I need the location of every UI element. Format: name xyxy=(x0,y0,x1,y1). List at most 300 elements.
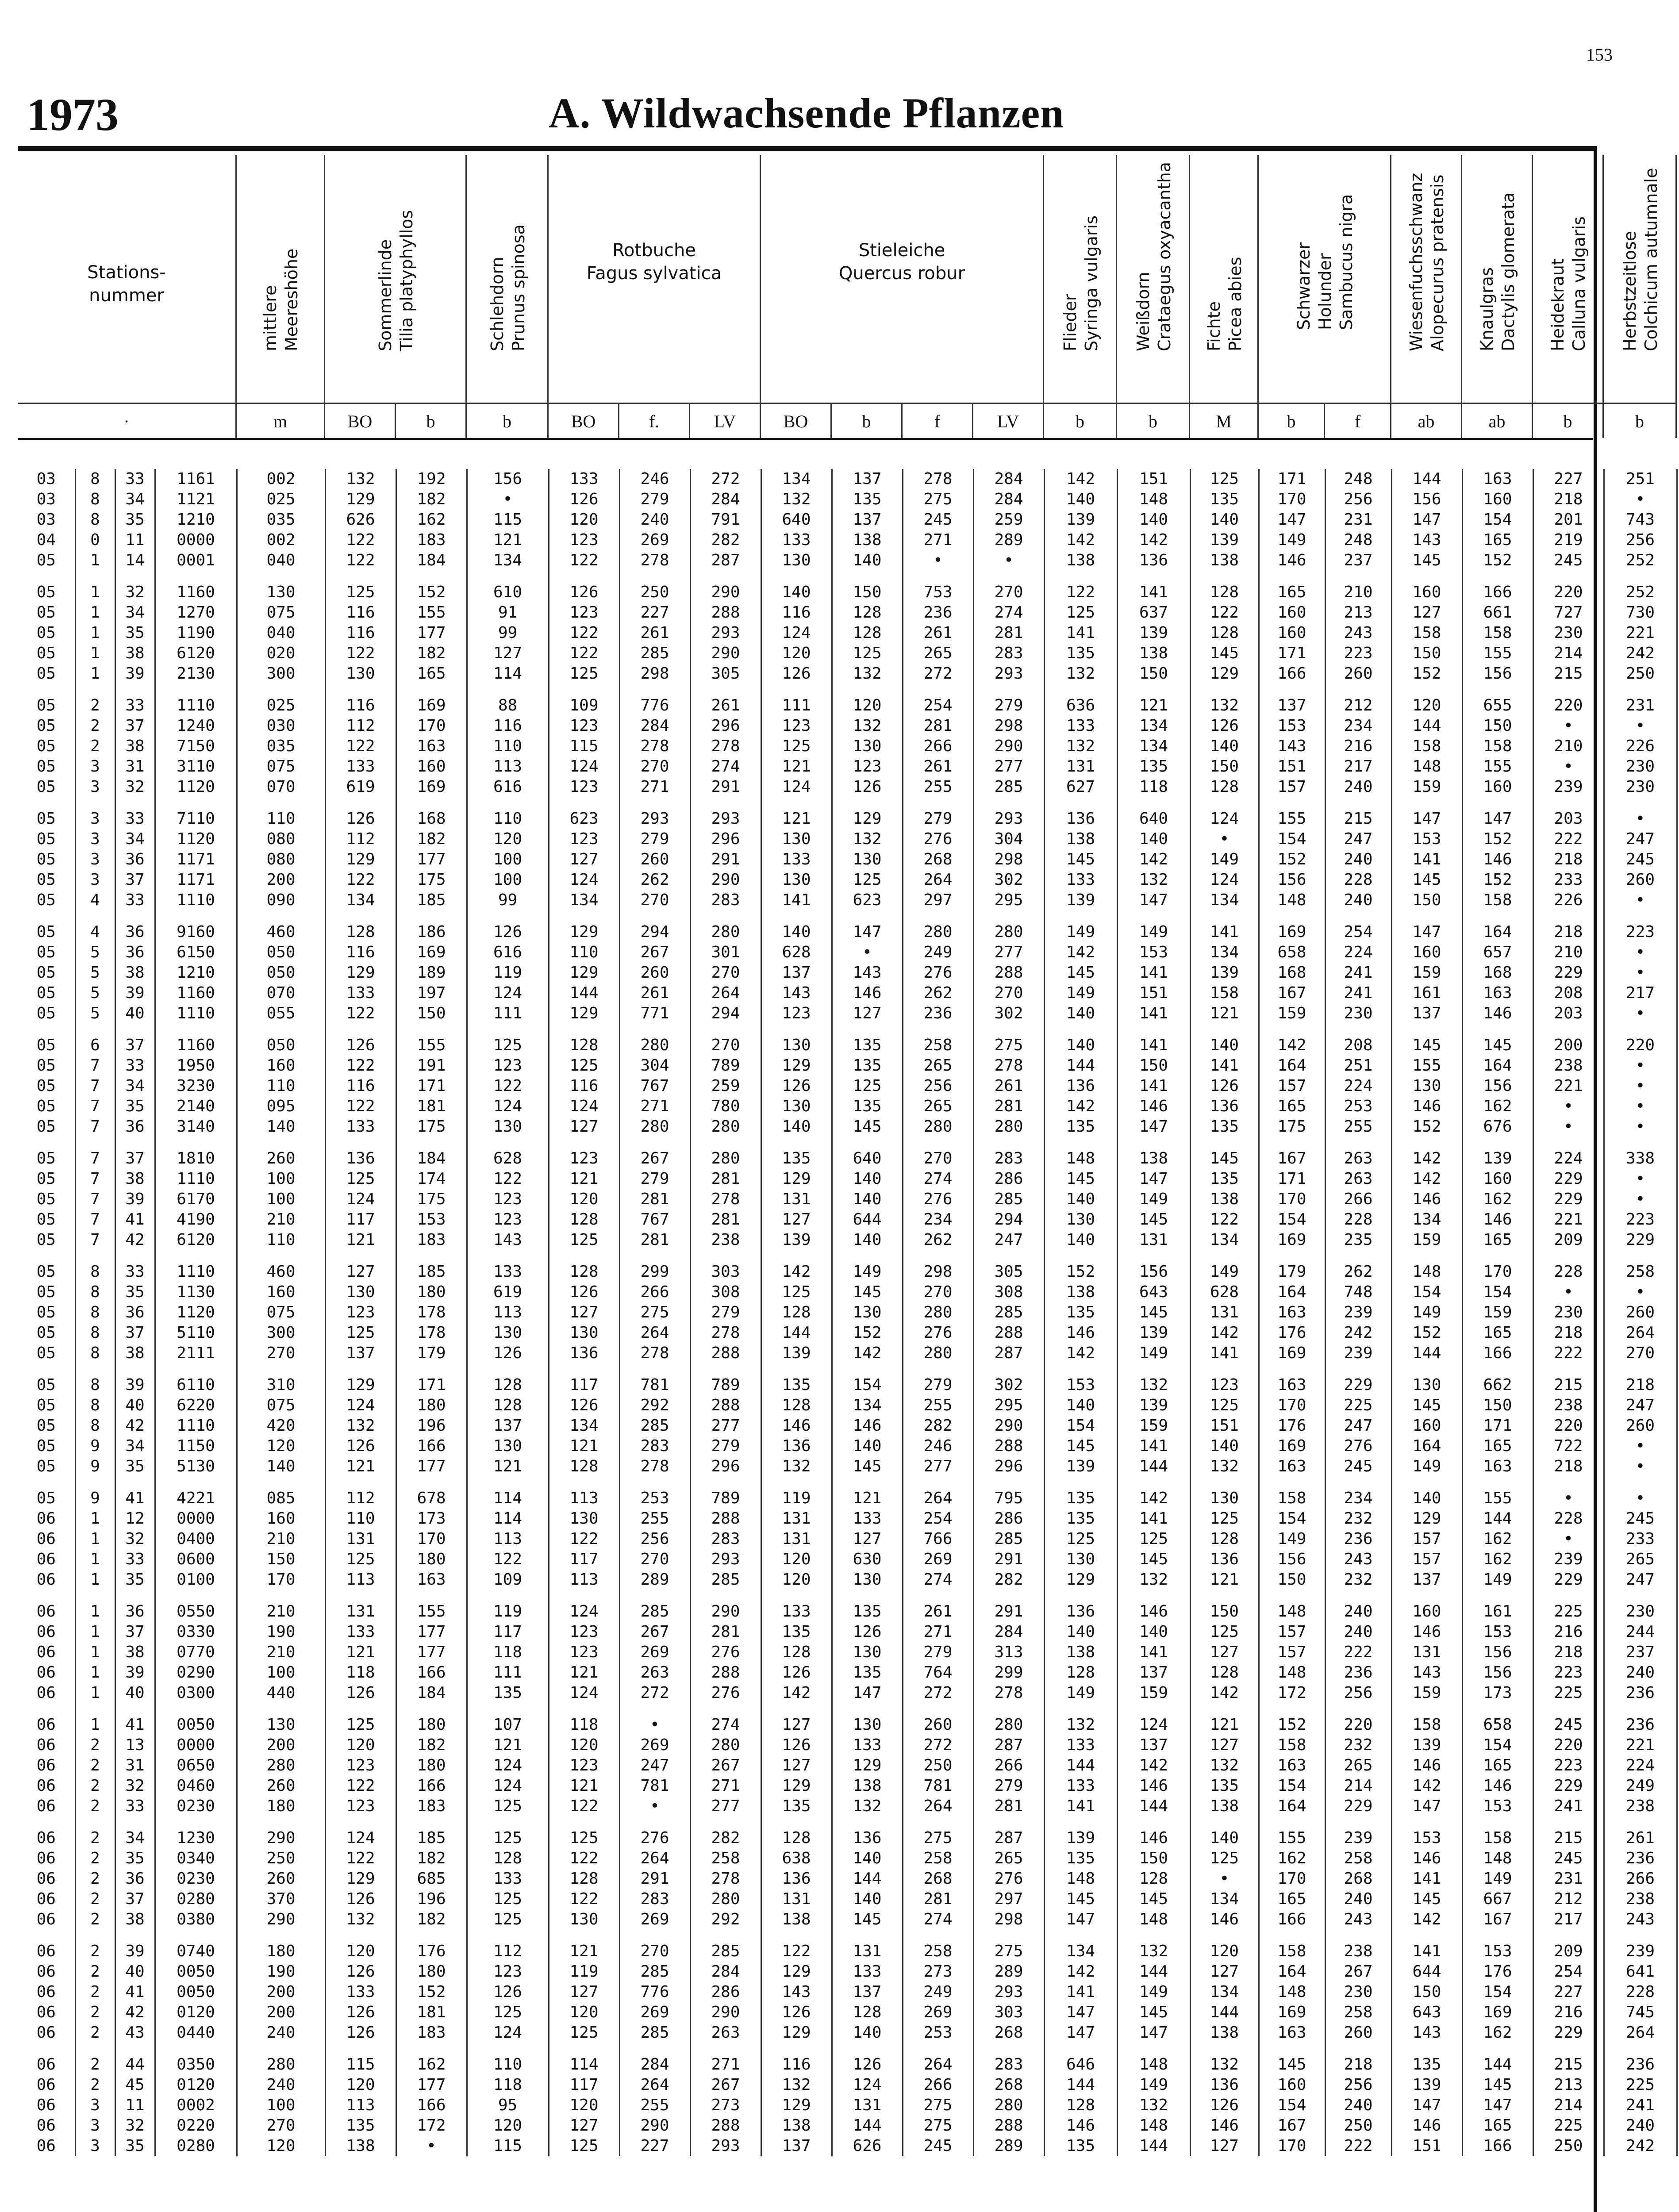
table-cell: 3 xyxy=(75,757,115,777)
table-cell: 152 xyxy=(1462,829,1533,849)
table-cell: 163 xyxy=(1259,2023,1325,2043)
table-cell: 224 xyxy=(1325,1076,1391,1096)
column-label: Heidekraut Calluna vulgaris xyxy=(1548,216,1589,351)
table-cell: 169 xyxy=(1259,1343,1325,1363)
table-cell: 264 xyxy=(690,983,761,1003)
table-cell: 140 xyxy=(1044,1395,1117,1416)
table-cell: 171 xyxy=(1259,643,1325,664)
table-cell: 286 xyxy=(973,1509,1044,1529)
table-cell: 8 xyxy=(75,1282,115,1302)
table-cell: 280 xyxy=(973,1703,1044,1735)
table-cell: 139 xyxy=(1117,623,1190,643)
table-cell: 293 xyxy=(973,664,1044,684)
table-cell: 150 xyxy=(1117,1848,1190,1869)
table-cell: 234 xyxy=(903,1210,973,1230)
table-cell: 264 xyxy=(619,1323,690,1343)
table-cell: 40 xyxy=(115,1003,155,1024)
table-cell: 138 xyxy=(1044,829,1117,849)
table-cell: 279 xyxy=(619,829,690,849)
table-cell: 132 xyxy=(761,489,832,510)
table-cell: 129 xyxy=(549,910,619,942)
table-cell: 35 xyxy=(115,1848,155,1869)
table-cell: 110 xyxy=(467,736,549,757)
table-cell: 743 xyxy=(1604,510,1677,530)
table-cell: 119 xyxy=(467,1590,549,1622)
table-cell: 160 xyxy=(1462,489,1533,510)
table-cell: 152 xyxy=(1391,1323,1462,1343)
table-row xyxy=(18,716,1677,736)
table-cell: 37 xyxy=(115,1622,155,1642)
table-cell: 125 xyxy=(1190,1848,1259,1869)
table-cell: 296 xyxy=(690,829,761,849)
table-cell: 142 xyxy=(1259,1024,1325,1056)
table-cell: 148 xyxy=(1391,1250,1462,1282)
table-cell: 628 xyxy=(761,942,832,963)
table-cell: 112 xyxy=(467,1930,549,1962)
table-cell: 160 xyxy=(1391,942,1462,963)
table-cell: 32 xyxy=(115,1776,155,1796)
table-cell: 1110 xyxy=(155,1250,237,1282)
table-row xyxy=(18,1642,1677,1663)
table-cell: 226 xyxy=(1604,736,1677,757)
table-cell: 135 xyxy=(1190,1117,1259,1137)
table-cell: 239 xyxy=(1325,1343,1391,1363)
table-cell: 0050 xyxy=(155,1962,237,1982)
table-cell: 276 xyxy=(690,1683,761,1703)
table-cell: 05 xyxy=(18,1363,75,1395)
table-cell: 176 xyxy=(1259,1416,1325,1436)
table-cell: 150 xyxy=(396,1003,467,1024)
table-cell: 667 xyxy=(1462,1889,1533,1909)
table-cell: 284 xyxy=(973,1622,1044,1642)
table-cell: 250 xyxy=(903,1755,973,1776)
table-cell: 1 xyxy=(75,1622,115,1642)
table-cell: 7150 xyxy=(155,736,237,757)
table-cell: 3 xyxy=(75,829,115,849)
table-cell: 259 xyxy=(973,510,1044,530)
table-cell: 7 xyxy=(75,1076,115,1096)
table-cell: 155 xyxy=(1259,1816,1325,1848)
table-cell: 272 xyxy=(903,1683,973,1703)
table-cell: 243 xyxy=(1604,1909,1677,1930)
table-cell: 283 xyxy=(973,2043,1044,2075)
table-cell: 33 xyxy=(115,1250,155,1282)
table-cell: 123 xyxy=(761,716,832,736)
table-cell: 132 xyxy=(1190,2043,1259,2075)
table-cell: 238 xyxy=(1604,1796,1677,1816)
table-cell: 182 xyxy=(396,643,467,664)
table-cell: 155 xyxy=(396,603,467,623)
table-cell: 120 xyxy=(549,510,619,530)
table-cell: 109 xyxy=(467,1570,549,1590)
table-cell: 140 xyxy=(1190,1024,1259,1056)
table-cell: 100 xyxy=(237,1169,325,1189)
column-label: mittlere Meereshöhe xyxy=(261,248,301,351)
table-cell: 275 xyxy=(973,1024,1044,1056)
table-cell: 283 xyxy=(619,1889,690,1909)
table-cell: 0280 xyxy=(155,1889,237,1909)
column-subheader: b xyxy=(1044,403,1117,438)
table-cell: 34 xyxy=(115,829,155,849)
table-cell: 080 xyxy=(237,849,325,870)
table-cell: 1171 xyxy=(155,870,237,890)
table-cell: 269 xyxy=(903,1549,973,1570)
table-cell: 128 xyxy=(549,1250,619,1282)
table-cell: 176 xyxy=(1259,1323,1325,1343)
table-cell: 285 xyxy=(619,643,690,664)
table-cell: 155 xyxy=(1462,757,1533,777)
table-cell: 134 xyxy=(467,550,549,571)
table-cell: 116 xyxy=(325,684,396,716)
table-cell: • xyxy=(1604,1056,1677,1076)
table-cell: 135 xyxy=(761,1137,832,1169)
table-row xyxy=(18,736,1677,757)
table-cell: 7 xyxy=(75,1189,115,1210)
table-cell: 2 xyxy=(75,1796,115,1816)
table-cell: • xyxy=(1604,942,1677,963)
table-cell: 136 xyxy=(1044,797,1117,829)
table-cell: 287 xyxy=(690,550,761,571)
table-cell: 154 xyxy=(1259,1509,1325,1529)
table-cell: 277 xyxy=(903,1456,973,1477)
table-cell: 05 xyxy=(18,942,75,963)
table-row xyxy=(18,1703,1677,1735)
column-subheader: M xyxy=(1190,403,1259,438)
table-cell: 270 xyxy=(973,571,1044,603)
table-cell: 95 xyxy=(467,2095,549,2116)
table-cell: • xyxy=(1533,716,1604,736)
table-cell: 302 xyxy=(973,870,1044,890)
table-cell: 218 xyxy=(1325,2043,1391,2075)
table-cell: 141 xyxy=(1117,1003,1190,1024)
table-cell: 183 xyxy=(396,530,467,550)
table-cell: 127 xyxy=(832,1529,903,1549)
table-cell: 91 xyxy=(467,603,549,623)
table-cell: 140 xyxy=(1044,1189,1117,1210)
table-cell: 222 xyxy=(1325,1642,1391,1663)
table-cell: 245 xyxy=(1325,1456,1391,1477)
table-cell: 44 xyxy=(115,2043,155,2075)
table-cell: 240 xyxy=(1325,1622,1391,1642)
column-header xyxy=(1533,155,1604,403)
table-cell: 122 xyxy=(549,1529,619,1549)
table-cell: 146 xyxy=(1391,1622,1462,1642)
table-cell: 269 xyxy=(619,1909,690,1930)
table-cell: 250 xyxy=(1604,664,1677,684)
table-cell: 131 xyxy=(832,2095,903,2116)
table-cell: 254 xyxy=(903,1509,973,1529)
table-cell: 766 xyxy=(903,1529,973,1549)
table-cell: 8 xyxy=(75,1363,115,1395)
table-cell: 238 xyxy=(690,1230,761,1250)
table-cell: 126 xyxy=(325,797,396,829)
table-cell: 05 xyxy=(18,684,75,716)
table-row xyxy=(18,1363,1677,1395)
table-cell: 137 xyxy=(1259,684,1325,716)
table-cell: • xyxy=(1604,1076,1677,1096)
table-cell: 180 xyxy=(237,1796,325,1816)
table-cell: 131 xyxy=(1044,757,1117,777)
table-cell: 38 xyxy=(115,1169,155,1189)
table-cell: 153 xyxy=(396,1210,467,1230)
table-cell: 129 xyxy=(832,797,903,829)
table-cell: 05 xyxy=(18,1302,75,1323)
table-cell: 274 xyxy=(973,603,1044,623)
table-cell: 271 xyxy=(619,777,690,797)
table-cell: 140 xyxy=(832,1436,903,1456)
table-cell: 130 xyxy=(325,1282,396,1302)
table-cell: 276 xyxy=(1325,1436,1391,1456)
table-row xyxy=(18,1230,1677,1250)
table-cell: 228 xyxy=(1604,1982,1677,2002)
table-cell: 289 xyxy=(973,2136,1044,2156)
table-cell: 136 xyxy=(1190,2075,1259,2095)
table-cell: 133 xyxy=(832,1509,903,1529)
table-cell: 276 xyxy=(973,1869,1044,1889)
table-row xyxy=(18,489,1677,510)
table-cell: 145 xyxy=(1044,1436,1117,1456)
table-cell: 253 xyxy=(903,2023,973,2043)
table-cell: 238 xyxy=(1533,1395,1604,1416)
table-cell: 145 xyxy=(832,1117,903,1137)
table-cell: 144 xyxy=(1391,716,1462,736)
table-cell: 210 xyxy=(237,1210,325,1230)
table-cell: 626 xyxy=(832,2136,903,2156)
table-cell: 678 xyxy=(396,1477,467,1509)
table-cell: 146 xyxy=(1190,2116,1259,2136)
table-cell: 123 xyxy=(467,1056,549,1076)
table-cell: 133 xyxy=(467,1250,549,1282)
table-cell: 06 xyxy=(18,1663,75,1683)
column-subheader: m xyxy=(237,403,325,438)
table-cell: 06 xyxy=(18,1683,75,1703)
table-cell: 138 xyxy=(1044,1642,1117,1663)
table-cell: 34 xyxy=(115,1076,155,1096)
table-cell: 06 xyxy=(18,1796,75,1816)
table-cell: 210 xyxy=(237,1529,325,1549)
table-cell: 130 xyxy=(761,1096,832,1117)
table-cell: 166 xyxy=(396,1776,467,1796)
table-cell: 163 xyxy=(396,1570,467,1590)
table-row xyxy=(18,1570,1677,1590)
table-cell: 184 xyxy=(396,1137,467,1169)
table-cell: 030 xyxy=(237,716,325,736)
table-cell: 298 xyxy=(903,1250,973,1282)
table-cell: 145 xyxy=(1462,2075,1533,2095)
table-cell: 100 xyxy=(467,849,549,870)
table-cell: 270 xyxy=(690,1024,761,1056)
table-cell: 260 xyxy=(619,963,690,983)
table-cell: 210 xyxy=(1533,942,1604,963)
table-cell: 124 xyxy=(1190,870,1259,890)
table-cell: 145 xyxy=(1190,643,1259,664)
table-cell: 133 xyxy=(761,530,832,550)
table-cell: 124 xyxy=(761,777,832,797)
table-cell: 145 xyxy=(1044,1889,1117,1909)
table-cell: 269 xyxy=(619,1735,690,1755)
table-cell: 296 xyxy=(690,716,761,736)
table-cell: 42 xyxy=(115,2002,155,2023)
table-cell: 133 xyxy=(325,1622,396,1642)
table-cell: 168 xyxy=(1462,963,1533,983)
table-cell: 288 xyxy=(973,2116,1044,2136)
table-cell: 126 xyxy=(549,489,619,510)
table-cell: 157 xyxy=(1259,1076,1325,1096)
column-header xyxy=(1462,155,1533,403)
table-cell: 134 xyxy=(1190,1889,1259,1909)
table-cell: 293 xyxy=(690,797,761,829)
table-cell: 281 xyxy=(903,716,973,736)
table-cell: 36 xyxy=(115,942,155,963)
table-cell: 5 xyxy=(75,983,115,1003)
table-cell: 243 xyxy=(1325,1909,1391,1930)
table-cell: 281 xyxy=(690,1169,761,1189)
table-cell: 283 xyxy=(690,1529,761,1549)
table-cell: 134 xyxy=(1117,736,1190,757)
table-cell: 120 xyxy=(325,1930,396,1962)
table-cell: 139 xyxy=(761,1343,832,1363)
table-cell: 180 xyxy=(396,1962,467,1982)
table-cell: 283 xyxy=(619,1436,690,1456)
table-cell: 05 xyxy=(18,664,75,684)
column-label: Fichte Picea abies xyxy=(1204,257,1245,351)
table-cell: 121 xyxy=(467,530,549,550)
table-cell: 300 xyxy=(237,1323,325,1343)
table-cell: 1 xyxy=(75,1703,115,1735)
table-cell: 126 xyxy=(832,777,903,797)
table-cell: 125 xyxy=(467,1796,549,1816)
table-cell: 132 xyxy=(832,716,903,736)
table-cell: 05 xyxy=(18,890,75,910)
table-cell: 06 xyxy=(18,1590,75,1622)
table-cell: 0550 xyxy=(155,1590,237,1622)
table-cell: • xyxy=(1604,1282,1677,1302)
table-cell: 280 xyxy=(973,2095,1044,2116)
table-cell: 160 xyxy=(237,1509,325,1529)
table-cell: 142 xyxy=(1044,469,1117,489)
table-cell: 06 xyxy=(18,1529,75,1549)
table-cell: 148 xyxy=(1117,2043,1190,2075)
table-cell: 8 xyxy=(75,1416,115,1436)
header-divider xyxy=(18,438,1593,440)
table-cell: 138 xyxy=(832,1776,903,1796)
table-cell: 215 xyxy=(1325,797,1391,829)
table-cell: 129 xyxy=(761,1169,832,1189)
table-cell: 225 xyxy=(1604,2075,1677,2095)
table-cell: 166 xyxy=(1259,664,1325,684)
table-cell: 135 xyxy=(1391,2043,1462,2075)
table-cell: 249 xyxy=(903,1982,973,2002)
table-cell: 151 xyxy=(1190,1416,1259,1436)
table-cell: 06 xyxy=(18,1549,75,1570)
table-cell: 291 xyxy=(619,1869,690,1889)
table-cell: 270 xyxy=(903,1137,973,1169)
table-cell: • xyxy=(1604,1117,1677,1137)
table-cell: 222 xyxy=(1533,829,1604,849)
table-cell: 133 xyxy=(761,1590,832,1622)
table-cell: 128 xyxy=(1190,777,1259,797)
table-cell: 245 xyxy=(1604,849,1677,870)
table-cell: 238 xyxy=(1325,1930,1391,1962)
table-cell: 168 xyxy=(396,797,467,829)
table-cell: 122 xyxy=(325,870,396,890)
table-cell: 154 xyxy=(1259,1210,1325,1230)
table-cell: 460 xyxy=(237,1250,325,1282)
table-cell: 0460 xyxy=(155,1776,237,1796)
table-cell: 167 xyxy=(1259,1137,1325,1169)
table-cell: 288 xyxy=(690,1509,761,1529)
table-cell: 278 xyxy=(973,1056,1044,1076)
table-cell: 261 xyxy=(619,983,690,1003)
table-cell: 5110 xyxy=(155,1323,237,1343)
table-cell: 141 xyxy=(1117,1509,1190,1529)
table-cell: 124 xyxy=(467,1755,549,1776)
table-cell: 34 xyxy=(115,1436,155,1456)
table-cell: 110 xyxy=(467,2043,549,2075)
table-cell: 136 xyxy=(549,1343,619,1363)
table-row xyxy=(18,1549,1677,1570)
table-cell: 285 xyxy=(619,1962,690,1982)
station-number-label: Stations- nummer xyxy=(87,262,166,306)
table-cell: 165 xyxy=(1462,1230,1533,1250)
table-cell: 135 xyxy=(761,1363,832,1395)
table-cell: 135 xyxy=(832,1663,903,1683)
table-cell: 148 xyxy=(1044,1137,1117,1169)
table-cell: 125 xyxy=(467,1889,549,1909)
table-cell: 140 xyxy=(1117,1622,1190,1642)
table-cell: 132 xyxy=(1190,684,1259,716)
table-cell: 120 xyxy=(325,2075,396,2095)
table-cell: 276 xyxy=(903,829,973,849)
table-cell: 1110 xyxy=(155,1169,237,1189)
table-cell: 158 xyxy=(1391,1703,1462,1735)
table-row xyxy=(18,1096,1677,1117)
column-subheader: b xyxy=(1604,403,1677,438)
table-cell: 34 xyxy=(115,603,155,623)
table-cell: 130 xyxy=(1190,1477,1259,1509)
table-cell: 144 xyxy=(1117,1962,1190,1982)
table-cell: 287 xyxy=(973,1735,1044,1755)
table-cell: 283 xyxy=(973,1137,1044,1169)
table-cell: 145 xyxy=(1117,1889,1190,1909)
table-cell: 142 xyxy=(1117,1477,1190,1509)
table-cell: 260 xyxy=(1604,1416,1677,1436)
table-cell: 125 xyxy=(549,2023,619,2043)
table-cell: 286 xyxy=(690,1982,761,2002)
table-cell: 169 xyxy=(1259,1436,1325,1456)
table-cell: 152 xyxy=(1259,849,1325,870)
table-cell: 06 xyxy=(18,1982,75,2002)
table-cell: 118 xyxy=(325,1663,396,1683)
column-label: Schwarzer Holunder Sambucus nigra xyxy=(1294,194,1356,330)
table-cell: 239 xyxy=(1325,1302,1391,1323)
table-cell: 239 xyxy=(1533,777,1604,797)
table-cell: 233 xyxy=(1604,1529,1677,1549)
table-cell: • xyxy=(1604,1477,1677,1509)
table-cell: 231 xyxy=(1325,510,1391,530)
table-cell: 265 xyxy=(903,1096,973,1117)
table-cell: 268 xyxy=(973,2075,1044,2095)
table-cell: • xyxy=(1604,716,1677,736)
table-cell: 248 xyxy=(1325,530,1391,550)
table-cell: 164 xyxy=(1259,1056,1325,1076)
table-cell: 259 xyxy=(690,1076,761,1096)
table-cell: 0280 xyxy=(155,2136,237,2156)
table-cell: 285 xyxy=(973,1529,1044,1549)
table-cell: 1110 xyxy=(155,684,237,716)
table-cell: 153 xyxy=(1259,716,1325,736)
table-cell: 289 xyxy=(619,1570,690,1590)
